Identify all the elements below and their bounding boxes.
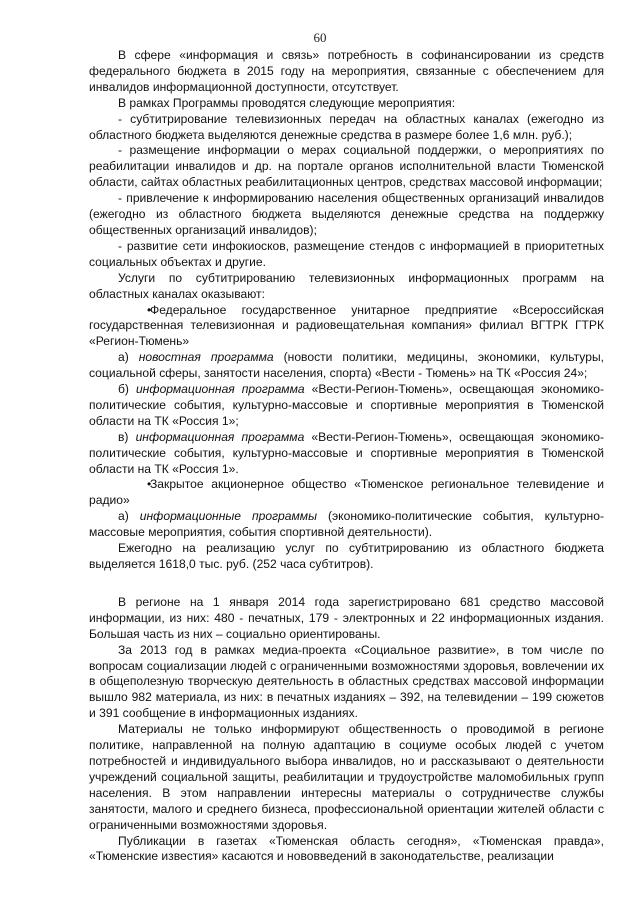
- list-prefix: б): [118, 382, 136, 397]
- paragraph: [89, 509, 604, 541]
- paragraph: [89, 143, 604, 191]
- bullet-paragraph: [89, 477, 604, 509]
- paragraph: [89, 191, 604, 239]
- paragraph-text: В сфере «информация и связь» потребность в софинансировании из средств федерального бюджета в 2015 году на мероприятия, связанные с обеспечением для инвалидов информационной доступности, отсутствует.: [89, 48, 604, 94]
- paragraph-text: Ежегодно на реализацию услуг по субтитрированию из областного бюджета выделяется 1618,0 тыс. руб. (252 часа субтитров).: [89, 541, 604, 571]
- bullet-paragraph: [89, 303, 604, 351]
- paragraph-text: (новости политики, медицины, экономики, культуры, социальной сферы, занятости населения, спорта) «Вести - Тюмень» на ТК «Россия 24»;: [89, 350, 604, 381]
- paragraph-text: Публикации в газетах «Тюменская область сегодня», «Тюменская правда», «Тюменские известия» касаются и нововведений в законодательстве, реализации: [89, 833, 604, 864]
- paragraph: [89, 48, 604, 96]
- paragraph: [89, 595, 604, 643]
- paragraph-gap: [89, 573, 604, 595]
- page-number: 60: [313, 30, 327, 45]
- list-prefix: а): [118, 509, 140, 524]
- paragraph-text: - субтитрирование телевизионных передач на областных каналах (ежегодно из областного бюджета выделяются денежные средства в размере более 1,6 млн. руб.);: [89, 111, 604, 142]
- paragraph-text: Федеральное государственное унитарное предприятие «Всероссийская государственная телевизионная и радиовещательная компания» филиал ВГТРК ГТРК «Регион-Тюмень»: [89, 302, 604, 349]
- paragraph: [89, 834, 604, 866]
- paragraph: [89, 239, 604, 271]
- bullet-marker: •: [147, 477, 152, 492]
- paragraph-text: «Вести-Регион-Тюмень», освещающая экономико-политические события, культурно-массовые и спортивные мероприятия в Тюменской области на ТК «Россия 1»;: [89, 382, 604, 428]
- paragraph: [89, 382, 604, 430]
- paragraph: [89, 271, 604, 303]
- paragraph-text: В регионе на 1 января 2014 года зарегистрировано 681 средство массовой информации, из них: 480 - печатных, 179 - электронных и 22 информационных издания. Большая часть из них – социально ориентированы.: [89, 594, 604, 641]
- list-prefix: в): [118, 429, 136, 444]
- paragraph-text: В рамках Программы проводятся следующие мероприятия:: [118, 95, 456, 110]
- bullet-marker: •: [147, 302, 152, 317]
- paragraph-text: - размещение информации о мерах социальной поддержки, о мероприятиях по реабилитации инвалидов и др. на портале органов исполнительной власти Тюменской области, сайтах областных реабилитационных центров, средствах массовой информации;: [89, 143, 604, 190]
- paragraph-text: «Вести-Регион-Тюмень», освещающая экономико-политические события, культурно-массовые и спортивные мероприятия в Тюменской области на ТК «Россия 1».: [89, 429, 604, 476]
- list-prefix: а): [118, 350, 139, 365]
- paragraph: [89, 96, 604, 112]
- program-type: новостная программа: [138, 350, 274, 365]
- program-type: информационные программы: [139, 509, 317, 524]
- paragraph-text: За 2013 год в рамках медиа-проекта «Социальное развитие», в том числе по вопросам социализации людей с ограниченными возможностями здоровья, вовлечении их в общеполезную творческую деятельность в областных средствах массовой информации вышло 982 материала, из них: в печатных изданиях – 392, на телевидении – 199 сюжетов и 391 сообщение в информационных изданиях.: [89, 642, 604, 721]
- paragraph: [89, 643, 604, 723]
- paragraph-text: - развитие сети инфокиосков, размещение стендов с информацией в приоритетных социальных объектах и другие.: [89, 238, 604, 269]
- paragraph: [89, 722, 604, 833]
- program-type: информационная программа: [135, 382, 305, 397]
- paragraph: [89, 350, 604, 382]
- paragraph-text: Материалы не только информируют общественность о проводимой в регионе политике, направленной на полную адаптацию в социуме особых людей с учетом потребностей и индивидуального выбора инвалидов, но и рассказывают о деятельности учреждений социальной защиты, реабилитации и трудоустройстве маломобильных групп населения. В этом направлении интересны материалы о сотрудничестве службы занятости, малого и среднего бизнеса, профессиональной ориентации жителей области с ограниченными возможностями здоровья.: [89, 722, 604, 832]
- paragraph-text: (экономико-политические события, культурно-массовые мероприятия, события спортивной деятельности).: [89, 509, 604, 540]
- program-type: информационная программа: [135, 429, 305, 444]
- paragraph-text: - привлечение к информированию населения общественных организаций инвалидов (ежегодно из областного бюджета выделяются денежные средства на поддержку общественных организаций инвалидов);: [89, 191, 604, 237]
- paragraph: [89, 112, 604, 144]
- paragraph-text: Услуги по субтитрированию телевизионных информационных программ на областных каналах оказывают:: [89, 270, 604, 301]
- document-body: [89, 48, 604, 865]
- paragraph: [89, 541, 604, 573]
- paragraph-text: Закрытое акционерное общество «Тюменское региональное телевидение и радио»: [89, 477, 604, 508]
- paragraph: [89, 430, 604, 478]
